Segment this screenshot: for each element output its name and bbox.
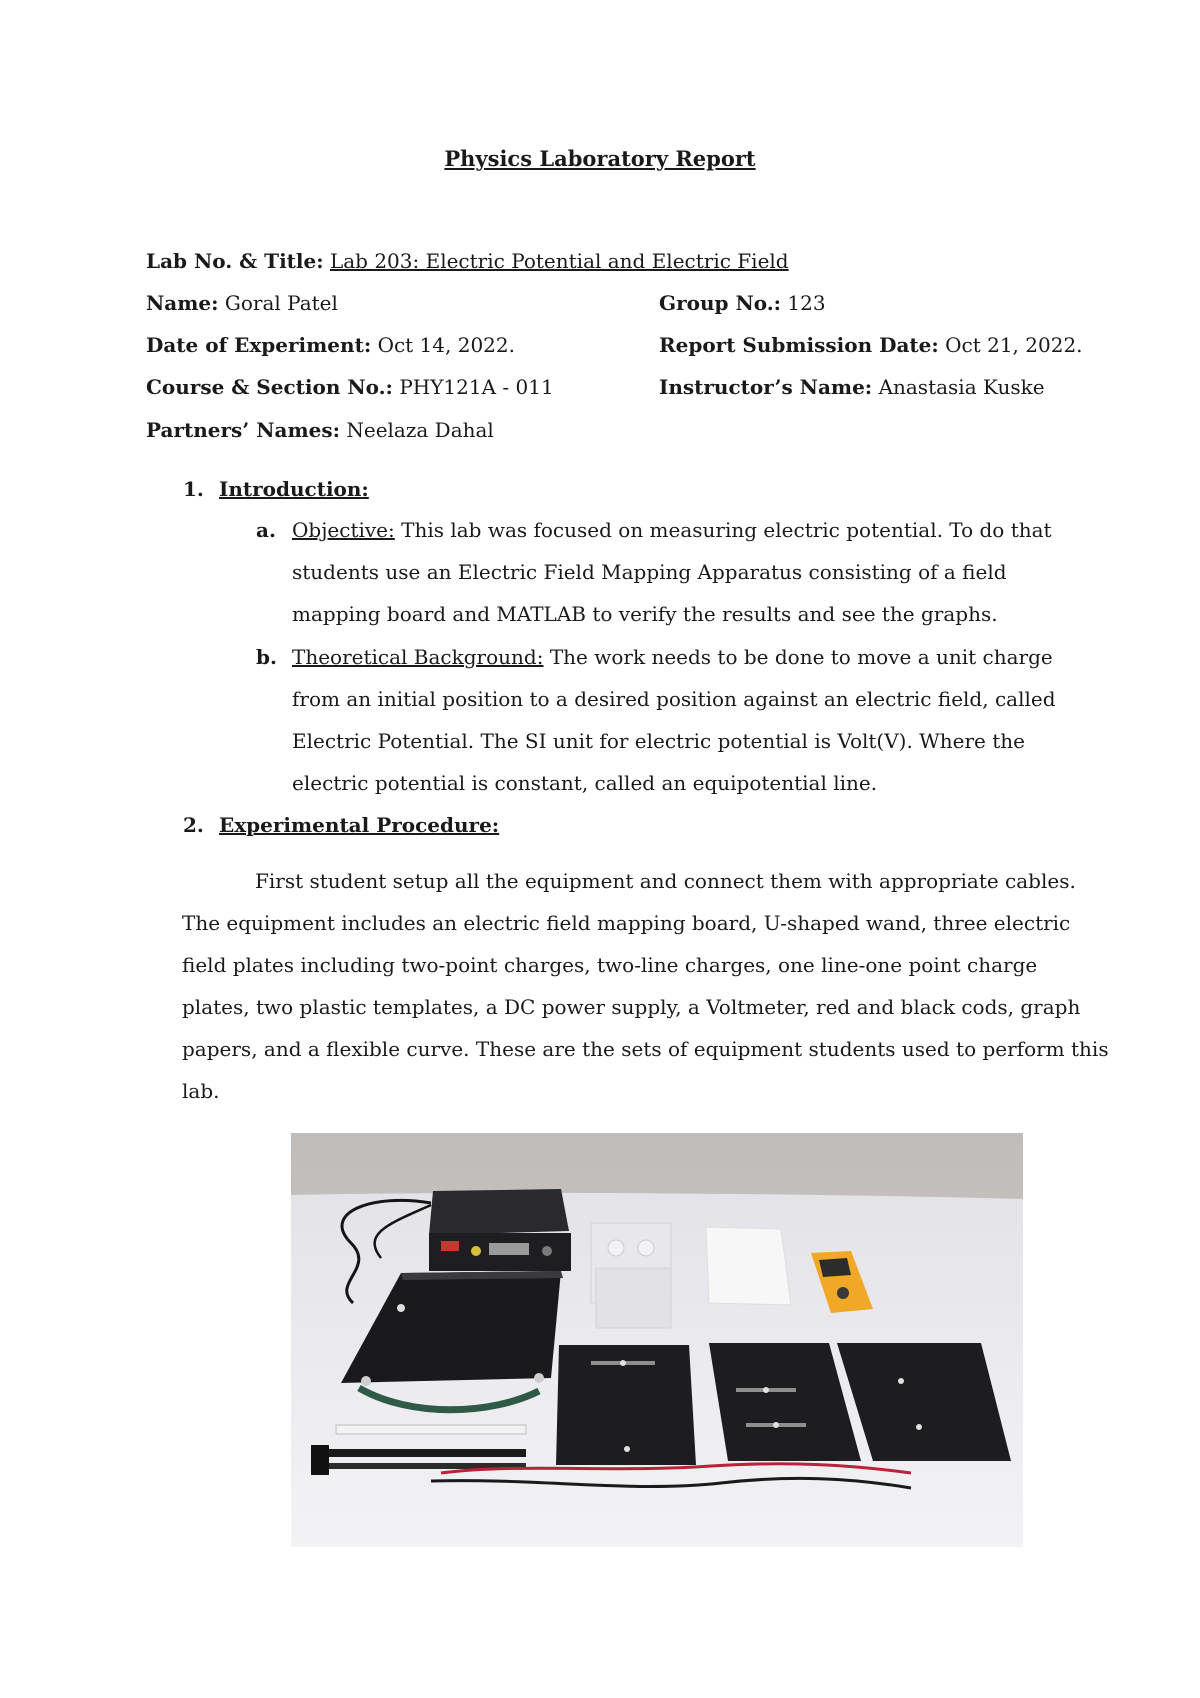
procedure-line-6: lab.	[182, 1079, 220, 1103]
procedure-line-5: papers, and a flexible curve. These are the sets of equipment students used to perform this	[182, 1037, 1109, 1061]
theory-line-4: electric potential is constant, called an equipotential line.	[292, 771, 878, 795]
theory-line-2: from an initial position to a desired position against an electric field, called	[292, 687, 1056, 711]
section-2-heading: Experimental Procedure:	[219, 813, 500, 837]
report-title: Physics Laboratory Report	[444, 146, 756, 171]
objective-line-1	[292, 518, 1052, 542]
partners-row	[146, 418, 494, 442]
date-experiment-row	[146, 333, 515, 357]
objective-text-1: This lab was focused on measuring electric potential. To do that	[394, 518, 1052, 542]
graph-papers	[706, 1227, 791, 1305]
submission-date-row	[659, 333, 1083, 357]
procedure-line-2: The equipment includes an electric field mapping board, U-shaped wand, three electric	[182, 911, 1071, 935]
instructor-value: Anastasia Kuske	[878, 375, 1045, 399]
course-label: Course & Section No.:	[146, 375, 393, 399]
submission-date-label: Report Submission Date:	[659, 333, 939, 357]
section-2-number: 2.	[183, 813, 204, 837]
plastic-templates	[591, 1223, 671, 1328]
plastic-ruler	[336, 1425, 526, 1434]
dc-power-supply	[429, 1189, 571, 1271]
course-row	[146, 375, 554, 399]
procedure-line-4: plates, two plastic templates, a DC power supply, a Voltmeter, red and black cods, graph	[182, 995, 1081, 1019]
procedure-line-3: field plates including two-point charges, two-line charges, one line-one point charge	[182, 953, 1038, 977]
theory-line-1	[292, 645, 1053, 669]
objective-label: Objective:	[292, 518, 395, 542]
lab-title-row	[146, 249, 789, 273]
group-label: Group No.:	[659, 291, 782, 315]
partners-value: Neelaza Dahal	[346, 418, 494, 442]
objective-line-2: students use an Electric Field Mapping Apparatus consisting of a field	[292, 560, 1007, 584]
lab-label: Lab No. & Title:	[146, 249, 324, 273]
item-b-letter: b.	[256, 645, 277, 669]
date-experiment-label: Date of Experiment:	[146, 333, 372, 357]
section-1-heading: Introduction:	[219, 477, 369, 501]
name-label: Name:	[146, 291, 219, 315]
theory-label: Theoretical Background:	[292, 645, 544, 669]
course-value: PHY121A - 011	[399, 375, 554, 399]
date-experiment-value: Oct 14, 2022.	[377, 333, 515, 357]
group-row	[659, 291, 826, 315]
name-value: Goral Patel	[224, 291, 338, 315]
lab-value: Lab 203: Electric Potential and Electric Field	[329, 249, 789, 273]
group-value: 123	[787, 291, 826, 315]
instructor-row	[659, 375, 1045, 399]
section-1-number: 1.	[183, 477, 204, 501]
name-row	[146, 291, 338, 315]
two-line-charge-plate	[556, 1345, 696, 1465]
instructor-label: Instructor’s Name:	[659, 375, 873, 399]
partners-label: Partners’ Names:	[146, 418, 340, 442]
equipment-photo	[291, 1133, 1023, 1547]
objective-line-3: mapping board and MATLAB to verify the results and see the graphs.	[292, 602, 998, 626]
theory-line-3: Electric Potential. The SI unit for electric potential is Volt(V). Where the	[292, 729, 1025, 753]
theory-text-1: The work needs to be done to move a unit charge	[543, 645, 1053, 669]
procedure-line-1: First student setup all the equipment and connect them with appropriate cables.	[255, 869, 1076, 893]
submission-date-value: Oct 21, 2022.	[945, 333, 1083, 357]
item-a-letter: a.	[256, 518, 276, 542]
